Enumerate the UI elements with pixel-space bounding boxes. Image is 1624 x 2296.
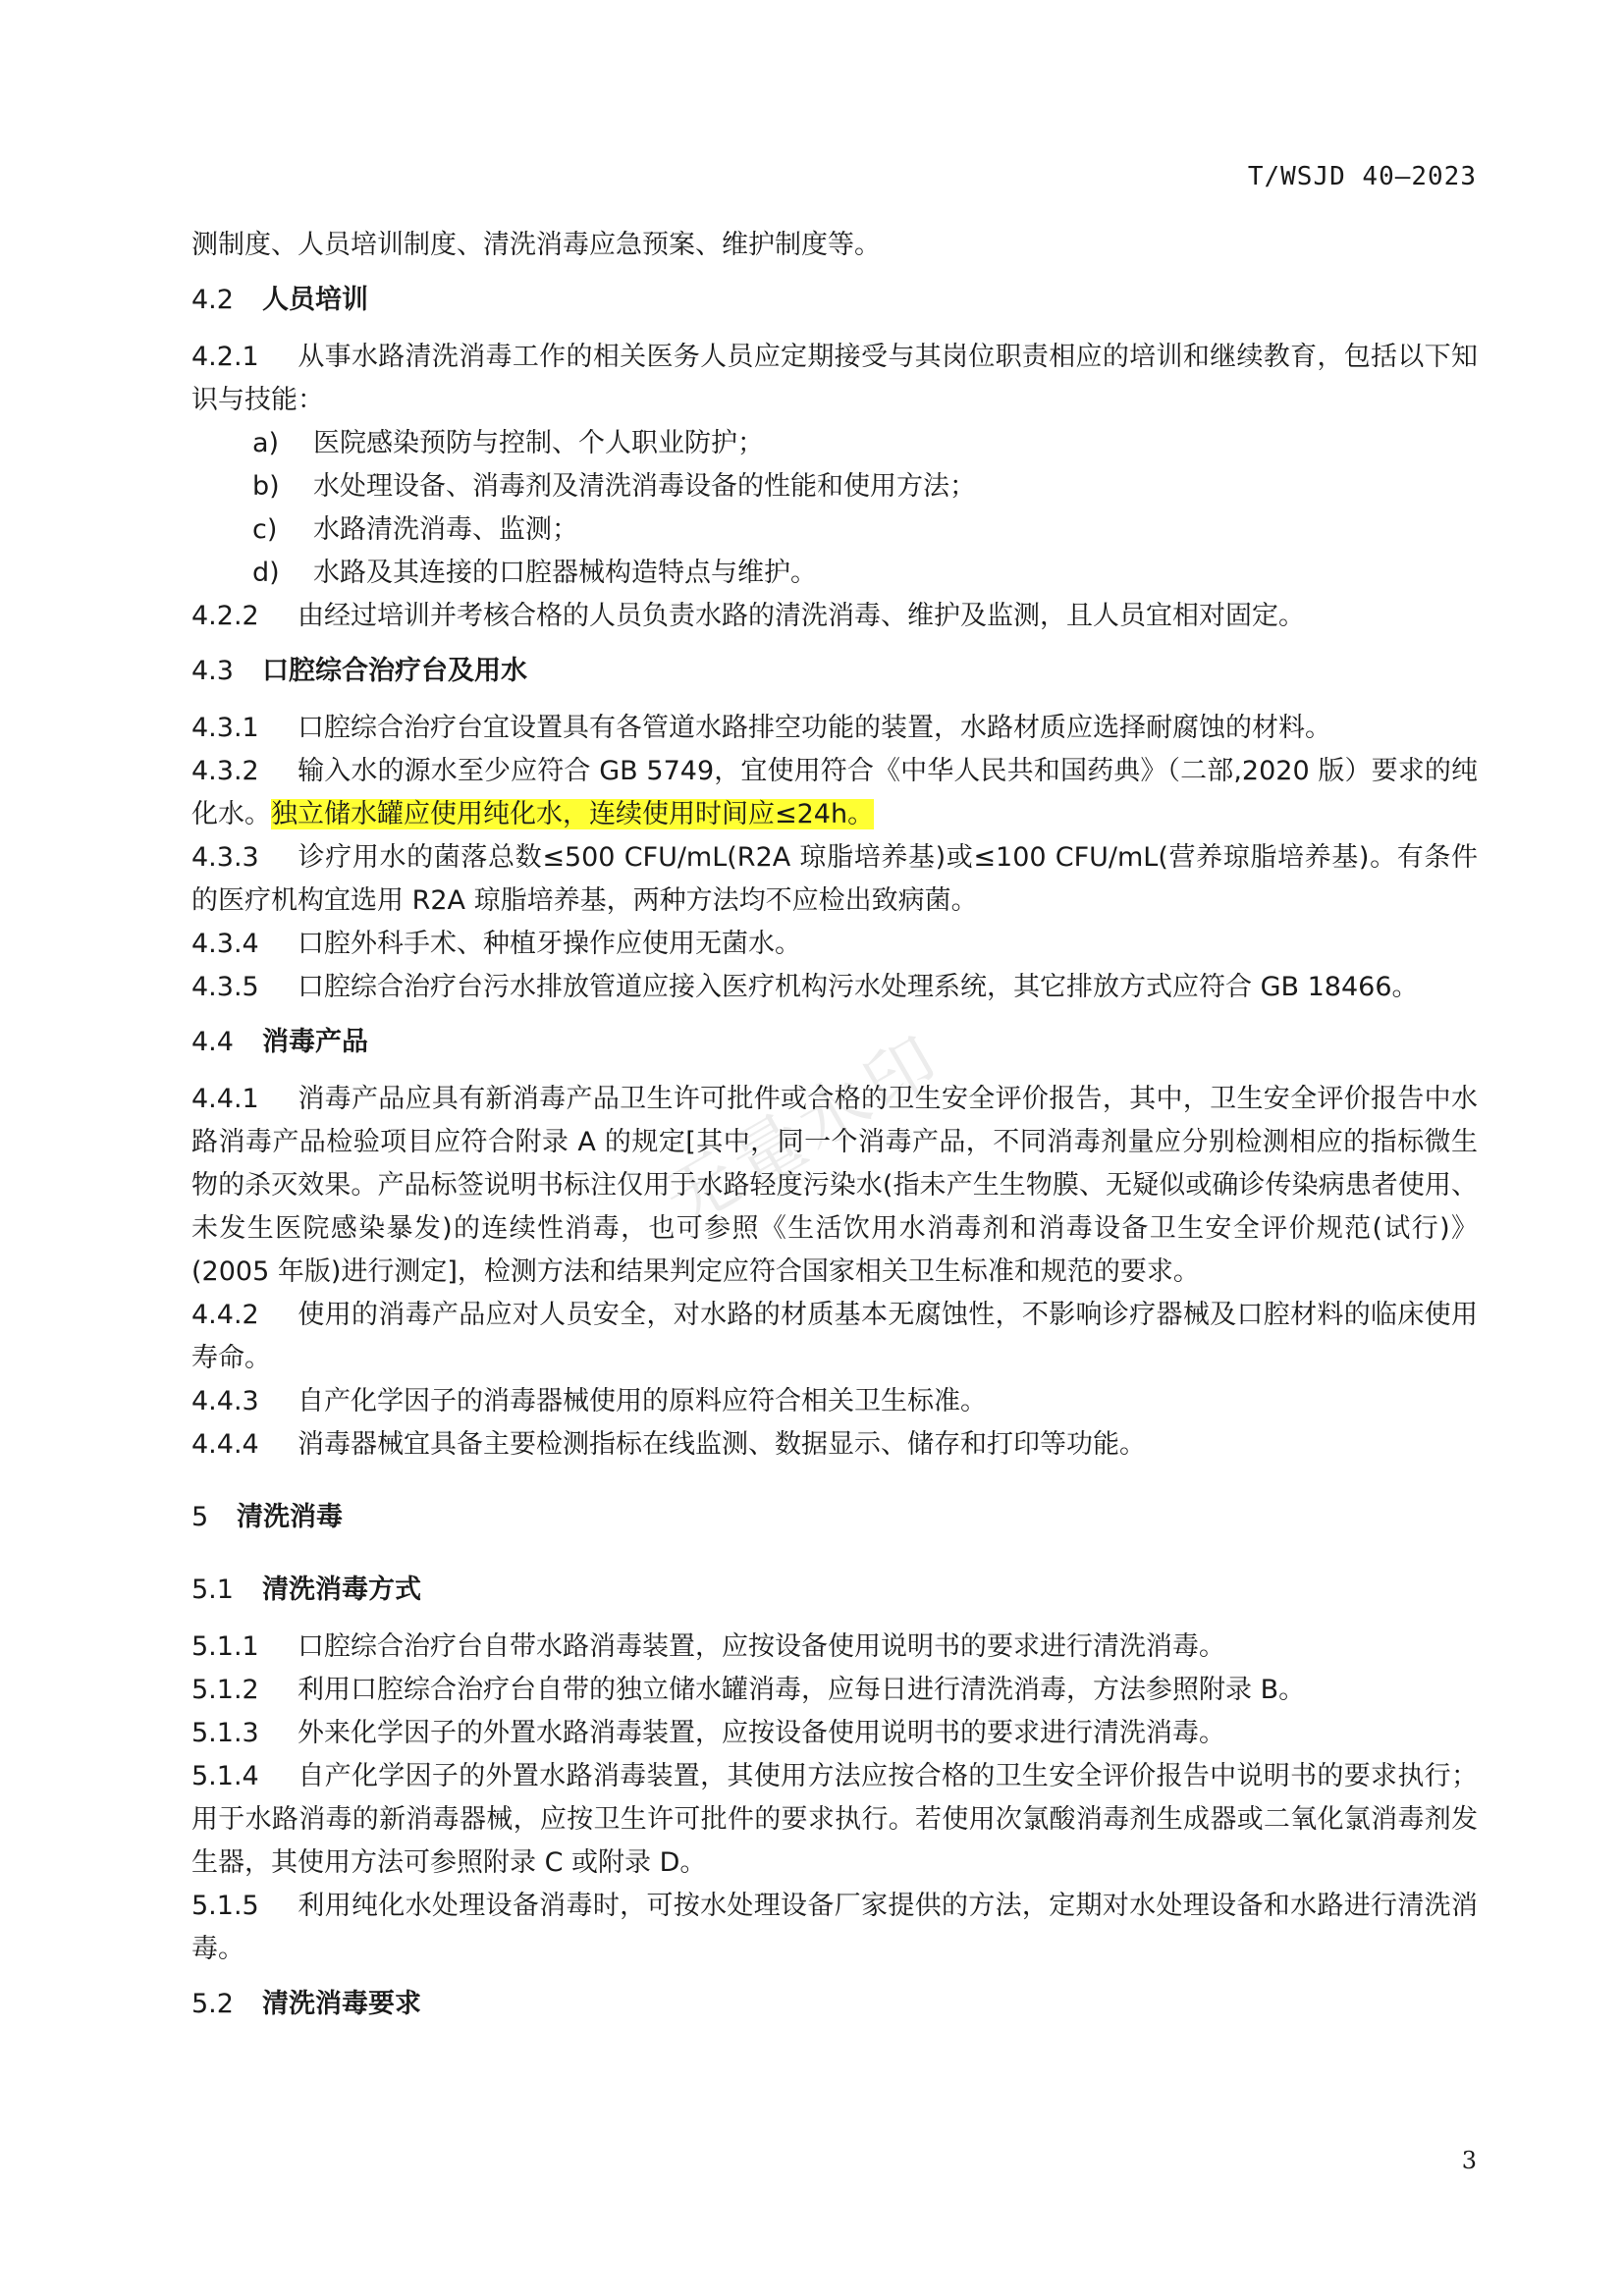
section-number: 4.3 [191, 656, 234, 686]
clause-text: 使用的消毒产品应对人员安全，对水路的材质基本无腐蚀性，不影响诊疗器械及口腔材料的临床使用寿命。 [191, 1300, 1478, 1373]
clause-text: 外来化学因子的外置水路消毒装置，应按设备使用说明书的要求进行清洗消毒。 [298, 1718, 1225, 1748]
clause-4-3-3 [191, 836, 1478, 923]
clause-text: 利用口腔综合治疗台自带的独立储水罐消毒，应每日进行清洗消毒，方法参照附录 B。 [298, 1675, 1306, 1705]
section-5-2-heading [191, 1983, 1478, 2026]
document-body [191, 224, 1478, 2040]
clause-4-3-5 [191, 966, 1478, 1009]
clause-text: 诊疗用水的菌落总数≤500 CFU/mL(R2A 琼脂培养基)或≤100 CFU/mL(营养琼脂培养基)。有条件的医疗机构宜选用 R2A 琼脂培养基，两种方法均不应检出致病菌。 [191, 842, 1478, 916]
clause-text: 口腔综合治疗台污水排放管道应接入医疗机构污水处理系统，其它排放方式应符合 GB 18466。 [298, 972, 1419, 1002]
clause-4-3-4 [191, 923, 1478, 966]
list-marker: d) [252, 558, 280, 588]
clause-number: 4.4.3 [191, 1386, 259, 1416]
clause-5-1-3 [191, 1712, 1478, 1755]
clause-4-4-4 [191, 1423, 1478, 1467]
clause-number: 5.1.4 [191, 1761, 259, 1791]
list-text: 水路及其连接的口腔器械构造特点与维护。 [313, 558, 817, 588]
clause-text: 输入水的源水至少应符合 GB 5749，宜使用符合《中华人民共和国药典》（二部,2020 版）要求的纯化水。 [191, 756, 1478, 829]
clause-text: 自产化学因子的消毒器械使用的原料应符合相关卫生标准。 [298, 1386, 987, 1416]
chapter-number: 5 [191, 1502, 209, 1532]
clause-4-3-1 [191, 707, 1478, 750]
section-4-3-heading [191, 650, 1478, 693]
clause-text: 由经过培训并考核合格的人员负责水路的清洗消毒、维护及监测，且人员宜相对固定。 [298, 601, 1305, 631]
clause-text: 口腔综合治疗台宜设置具有各管道水路排空功能的装置，水路材质应选择耐腐蚀的材料。 [298, 713, 1331, 743]
clause-4-4-2 [191, 1294, 1478, 1380]
list-item-b [191, 465, 1478, 508]
clause-text: 消毒产品应具有新消毒产品卫生许可批件或合格的卫生安全评价报告，其中，卫生安全评价报告中水路消毒产品检验项目应符合附录 A 的规定[其中，同一个消毒产品，不同消毒剂量应分别检测相应的指标微生物的杀灭效果。产品标签说明书标注仅用于水路轻度污染水(指未产生生物膜、无疑似或确诊传染病患者使用、未发生医院感染暴发)的连续性消毒，也可参照《生活饮用水消毒剂和消毒设备卫生安全评价规范(试行)》(2005 年版)进行测定]，检测方法和结果判定应符合国家相关卫生标准和规范的要求。 [191, 1084, 1478, 1287]
list-marker: c) [252, 514, 278, 545]
list-marker: a) [252, 428, 280, 458]
clause-4-4-1 [191, 1078, 1478, 1294]
clause-number: 5.1.1 [191, 1631, 259, 1662]
section-4-4-heading [191, 1021, 1478, 1064]
watermark: 无量水印 [650, 1018, 958, 1244]
highlighted-text: 独立储水罐应使用纯化水，连续使用时间应≤24h。 [271, 799, 875, 829]
clause-5-1-1 [191, 1626, 1478, 1669]
list-text: 医院感染预防与控制、个人职业防护； [313, 428, 764, 458]
clause-text: 消毒器械宜具备主要检测指标在线监测、数据显示、储存和打印等功能。 [298, 1429, 1146, 1460]
clause-number: 4.4.2 [191, 1300, 259, 1330]
section-title: 人员培训 [262, 285, 368, 315]
clause-4-2-2 [191, 595, 1478, 638]
chapter-title: 清洗消毒 [237, 1502, 343, 1532]
section-title: 消毒产品 [262, 1027, 368, 1057]
section-5-1-heading [191, 1569, 1478, 1612]
section-title: 清洗消毒要求 [262, 1989, 421, 2019]
standard-code: T/WSJD 40—2023 [1247, 162, 1477, 191]
clause-number: 5.1.2 [191, 1675, 259, 1705]
clause-number: 4.3.4 [191, 929, 259, 959]
clause-number: 4.3.3 [191, 842, 259, 873]
clause-number: 4.2.2 [191, 601, 259, 631]
list-item-d [191, 552, 1478, 595]
clause-number: 4.2.1 [191, 342, 259, 372]
clause-number: 5.1.5 [191, 1891, 259, 1921]
clause-number: 4.3.5 [191, 972, 259, 1002]
clause-text: 口腔外科手术、种植牙操作应使用无菌水。 [298, 929, 801, 959]
list-text: 水处理设备、消毒剂及清洗消毒设备的性能和使用方法； [313, 471, 976, 502]
clause-5-1-2 [191, 1669, 1478, 1712]
clause-4-3-2 [191, 750, 1478, 836]
section-number: 5.1 [191, 1575, 234, 1605]
clause-5-1-4 [191, 1755, 1478, 1885]
section-number: 4.4 [191, 1027, 234, 1057]
clause-text: 口腔综合治疗台自带水路消毒装置，应按设备使用说明书的要求进行清洗消毒。 [298, 1631, 1225, 1662]
continued-paragraph: 测制度、人员培训制度、清洗消毒应急预案、维护制度等。 [191, 230, 881, 260]
clause-5-1-5 [191, 1885, 1478, 1971]
clause-4-4-3 [191, 1380, 1478, 1423]
clause-number: 4.3.2 [191, 756, 259, 786]
section-number: 4.2 [191, 285, 234, 315]
list-marker: b) [252, 471, 280, 502]
clause-number: 5.1.3 [191, 1718, 259, 1748]
page-number: 3 [1461, 2147, 1477, 2174]
section-title: 口腔综合治疗台及用水 [262, 656, 527, 686]
clause-text: 从事水路清洗消毒工作的相关医务人员应定期接受与其岗位职责相应的培训和继续教育，包括以下知识与技能： [191, 342, 1478, 415]
list-text: 水路清洗消毒、监测； [313, 514, 578, 545]
list-item-a [191, 422, 1478, 465]
clause-text: 自产化学因子的外置水路消毒装置，其使用方法应按合格的卫生安全评价报告中说明书的要求执行；用于水路消毒的新消毒器械，应按卫生许可批件的要求执行。若使用次氯酸消毒剂生成器或二氧化氯消毒剂发生器，其使用方法可参照附录 C 或附录 D。 [191, 1761, 1478, 1878]
section-title: 清洗消毒方式 [262, 1575, 421, 1605]
section-number: 5.2 [191, 1989, 234, 2019]
clause-text: 利用纯化水处理设备消毒时，可按水处理设备厂家提供的方法，定期对水处理设备和水路进行清洗消毒。 [191, 1891, 1478, 1964]
section-4-2-heading [191, 279, 1478, 322]
clause-number: 4.4.1 [191, 1084, 259, 1114]
list-item-c [191, 508, 1478, 552]
clause-4-2-1 [191, 336, 1478, 422]
chapter-5-heading [191, 1496, 1478, 1539]
clause-number: 4.3.1 [191, 713, 259, 743]
clause-number: 4.4.4 [191, 1429, 259, 1460]
